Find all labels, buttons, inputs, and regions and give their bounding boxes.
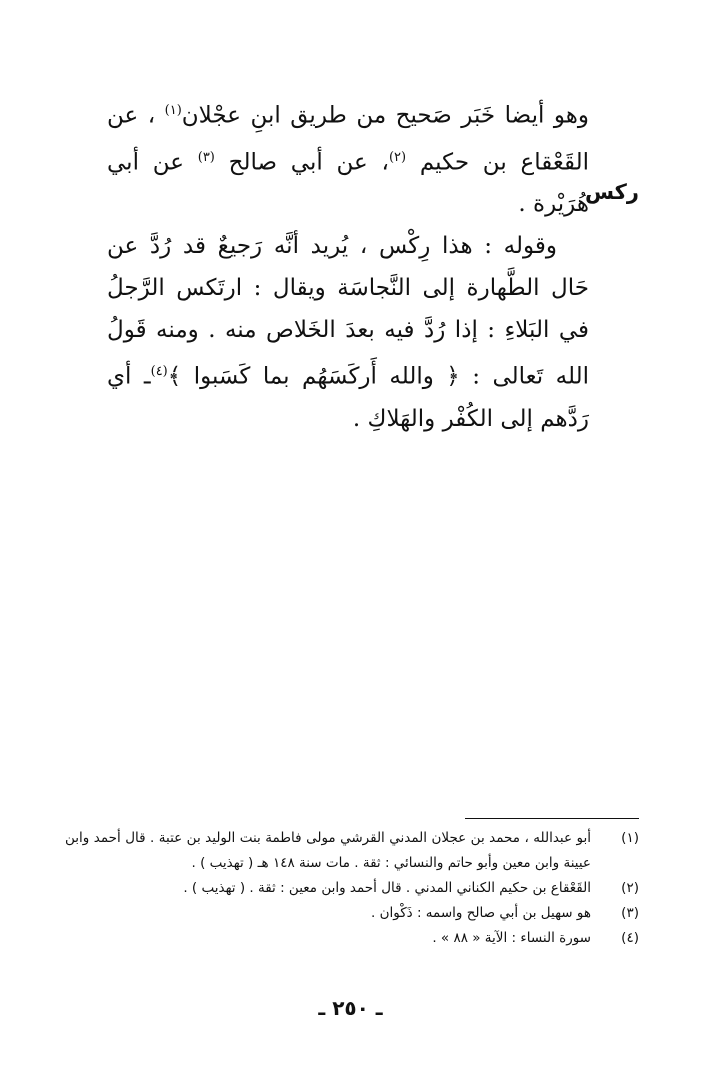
footnote-marker-4: (٤) xyxy=(150,364,168,380)
footnote-divider xyxy=(465,818,639,819)
footnote-text: القَعْقاع بن حكيم الكناني المدني . قال أحمد وابن معين : ثقة . ( تهذيب ) . xyxy=(183,880,591,896)
paragraph-2 xyxy=(107,225,589,440)
paragraph-1-text-a: وهو أيضا خَبَر صَحيح من طريق ابنِ عجْلان xyxy=(181,102,589,129)
footnote-marker-2: (٢) xyxy=(388,149,407,165)
footnote-text: هو سهيل بن أبي صالح واسمه : ذَكْوان . xyxy=(371,905,591,921)
footnote-number: (١) xyxy=(621,830,639,846)
main-text xyxy=(107,90,589,440)
footnote-3 xyxy=(65,901,639,926)
footnote-number: (٢) xyxy=(621,880,639,896)
paragraph-2-text-b: ـ أي رَدَّهم إلى الكُفْر والهَلاكِ . xyxy=(107,363,589,432)
footnote-1 xyxy=(65,826,639,876)
paragraph-1-text-c: ، عن أبي صالح xyxy=(214,149,389,176)
side-keyword: ركس xyxy=(585,180,639,204)
paragraph-1-text-b: ، عن القَعْقاع بن حكيم xyxy=(107,102,589,176)
page-number: ـ ٢٥٠ ـ xyxy=(318,996,383,1020)
footnote-number: (٣) xyxy=(621,905,639,921)
footnote-marker-1: (١) xyxy=(164,103,182,118)
footnote-4 xyxy=(65,926,639,951)
paragraph-1 xyxy=(107,90,589,225)
footnote-marker-3: (٣) xyxy=(197,149,215,165)
footnotes xyxy=(65,826,639,951)
footnote-2 xyxy=(65,876,639,901)
footnote-text: أبو عبدالله ، محمد بن عجلان المدني القرشي مولى فاطمة بنت الوليد بن عتبة . قال أحمد وابن عيينة وابن معين وأبو حاتم والنسائي : ثقة . مات سنة ١٤٨ هـ ( تهذيب ) . xyxy=(65,830,591,871)
footnote-number: (٤) xyxy=(621,930,639,946)
footnote-text: سورة النساء : الآية « ٨٨ » . xyxy=(432,930,591,946)
paragraph-1-text-d: عن أبي هُرَيْرة . xyxy=(107,149,589,218)
paragraph-2-text-a: وقوله : هذا رِكْس ، يُريد أنَّه رَجيعٌ قد رُدَّ عن حَال الطَّهارة إلى النَّجاسَة ويقال : ارتَكس الرَّجلُ في البَلاءِ : إذا رُدَّ فيه بعدَ الخَلاص منه . ومنه قَولُ الله تَعالى : ﴿ والله أَركَسَهُم بما كَسَبوا ﴾ xyxy=(107,233,589,390)
